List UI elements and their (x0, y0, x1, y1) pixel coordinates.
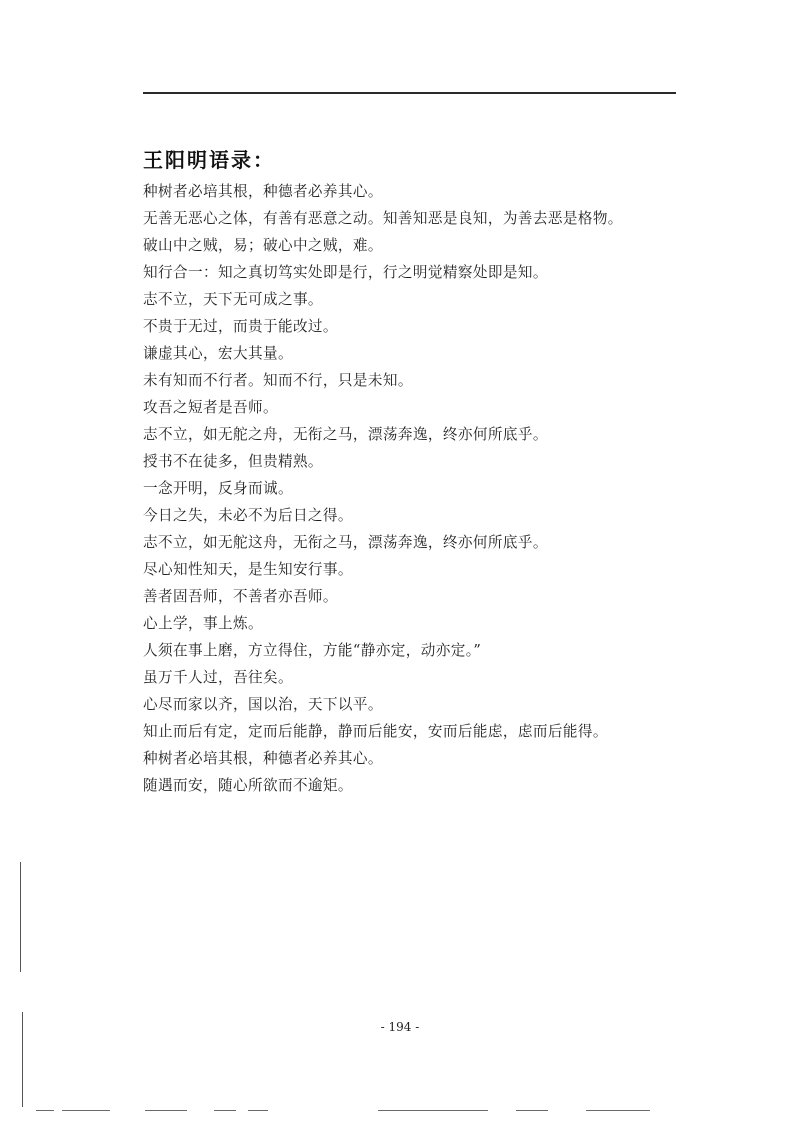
quote-item: 心上学，事上炼。 (143, 615, 263, 632)
scan-dash (145, 1110, 187, 1111)
scan-dash (214, 1110, 236, 1111)
quote-item: 未有知而不行者。知而不行，只是未知。 (143, 372, 413, 389)
quote-item: 虽万千人过，吾往矣。 (143, 669, 293, 686)
scan-dash (378, 1110, 488, 1111)
quote-item: 随遇而安，随心所欲而不逾矩。 (143, 777, 353, 794)
quote-item: 今日之失，未必不为后日之得。 (143, 507, 353, 524)
quote-item: 无善无恶心之体，有善有恶意之动。知善知恶是良知，为善去恶是格物。 (143, 210, 623, 227)
quote-item: 志不立，天下无可成之事。 (143, 291, 323, 308)
scan-edge-mark (20, 862, 21, 972)
quote-item: 志不立，如无舵这舟，无衔之马，漂荡奔逸，终亦何所底乎。 (143, 534, 548, 551)
scan-edge-mark (22, 1012, 23, 1107)
section-heading: 王阳明语录： (143, 148, 275, 172)
scan-dash (36, 1110, 54, 1111)
scan-dash (516, 1110, 548, 1111)
quote-item: 知止而后有定，定而后能静，静而后能安，安而后能虑，虑而后能得。 (143, 723, 608, 740)
quote-item: 攻吾之短者是吾师。 (143, 399, 278, 416)
quote-item: 尽心知性知天，是生知安行事。 (143, 561, 353, 578)
quote-item: 不贵于无过，而贵于能改过。 (143, 318, 338, 335)
quote-item: 一念开明，反身而诚。 (143, 480, 293, 497)
page-number: - 194 - (380, 1020, 420, 1034)
quote-list (143, 178, 703, 799)
quote-item: 志不立，如无舵之舟，无衔之马，漂荡奔逸，终亦何所底乎。 (143, 426, 548, 443)
quote-item: 破山中之贼，易；破心中之贼，难。 (143, 237, 383, 254)
quote-item: 种树者必培其根，种德者必养其心。 (143, 183, 383, 200)
quote-item: 人须在事上磨，方立得住，方能“静亦定，动亦定。” (143, 642, 482, 659)
scan-dash (586, 1110, 650, 1111)
scan-dash (248, 1110, 268, 1111)
quote-item: 种树者必培其根，种德者必养其心。 (143, 750, 383, 767)
quote-item: 善者固吾师，不善者亦吾师。 (143, 588, 338, 605)
quote-item: 谦虚其心，宏大其量。 (143, 345, 293, 362)
quote-item: 授书不在徒多，但贵精熟。 (143, 453, 323, 470)
scan-dash (62, 1110, 110, 1111)
header-rule (143, 92, 676, 94)
quote-item: 心尽而家以齐，国以治，天下以平。 (143, 696, 383, 713)
quote-item: 知行合一：知之真切笃实处即是行，行之明觉精察处即是知。 (143, 264, 548, 281)
